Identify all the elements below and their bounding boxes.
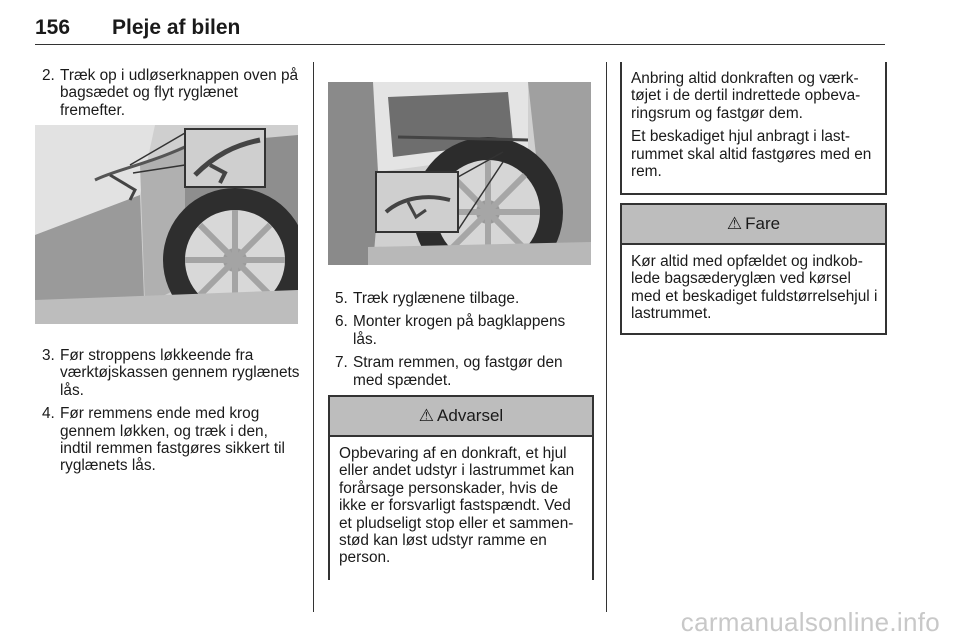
step-number: 5.: [335, 290, 348, 307]
step-number: 4.: [42, 405, 55, 423]
danger-text: Kør altid med opfældet og indkoblede bagsæderyglæn ved kørsel med et beskadiget fuldstørrelsehjul i lastrummet.: [631, 253, 878, 323]
page-header: [35, 14, 885, 45]
danger-title: Fare: [745, 214, 781, 233]
step-2: [35, 67, 300, 119]
column-divider-right: [606, 62, 607, 612]
warning-text: Opbevaring af en donkraft, et hjul eller andet udstyr i lastrummet kan forårsage personskader, hvis de ikke er forsvarligt fastspændt. Ved et pludseligt stop eller et sammenstød kan løst udstyr ramme en person.: [339, 445, 575, 567]
step-number: 6.: [335, 313, 348, 331]
step-3: [35, 347, 303, 399]
warning-icon: ⚠: [418, 406, 435, 425]
figure-trunk-hook: [35, 125, 298, 324]
step-number: 2.: [42, 67, 55, 84]
page-number: 156: [35, 16, 71, 39]
step-number: 3.: [42, 347, 55, 364]
step-text: Før stroppens løkkeende fra værktøjskassen gennem ryglænets lås.: [60, 347, 300, 399]
step-text: Træk op i udløserknappen oven på bagsædet og flyt ryglænet fremefter.: [60, 67, 299, 119]
step-5: [328, 290, 593, 307]
step-text: Monter krogen på bagklappens lås.: [353, 313, 566, 348]
column-divider-left: [313, 62, 314, 612]
step-number: 7.: [335, 354, 348, 372]
page-title: Pleje af bilen: [112, 16, 241, 39]
step-list-middle: [328, 290, 593, 389]
step-list-top: [35, 67, 300, 119]
column-1-bottom: [35, 347, 303, 475]
column-1-top: [35, 67, 300, 119]
notice-box: [620, 62, 887, 195]
column-2-steps: [328, 290, 593, 389]
warning-title: Advarsel: [437, 406, 504, 425]
warning-heading: [330, 397, 592, 437]
watermark: carmanualsonline.info: [680, 607, 940, 637]
step-text: Stram remmen, og fastgør den med spændet.: [353, 354, 563, 389]
notice-body: [622, 62, 885, 180]
danger-icon: ⚠: [726, 214, 743, 233]
step-4: [35, 405, 303, 475]
danger-heading: [622, 205, 885, 245]
warning-box: [328, 395, 594, 580]
danger-box: [620, 203, 887, 335]
step-7: [328, 354, 593, 389]
notice-paragraph-1: Anbring altid donkraften og værktøjet i de dertil indrettede opbevaringsrum og fastgør dem.: [631, 70, 861, 122]
step-text: Træk ryglænene tilbage.: [353, 290, 520, 307]
step-6: [328, 313, 593, 348]
notice-paragraph-2: Et beskadiget hjul anbragt i lastrummet skal altid fastgøres med en rem.: [631, 128, 872, 181]
step-text: Før remmens ende med krog gennem løkken, og træk i den, indtil remmen fastgøres sikkert til ryglænets lås.: [60, 405, 285, 475]
step-list-bottom: [35, 347, 303, 475]
figure-trunk-strap: [328, 82, 591, 265]
